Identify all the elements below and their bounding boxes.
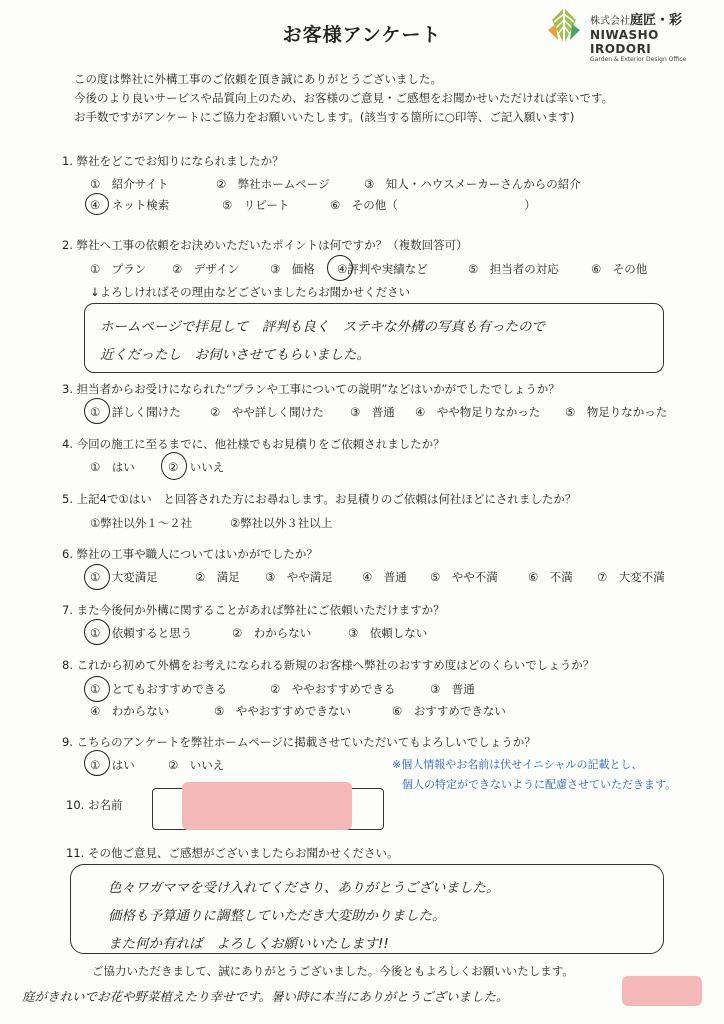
q1-option[interactable]: ② 弊社ホームページ bbox=[216, 177, 330, 191]
q4-option[interactable]: ② いいえ bbox=[168, 460, 225, 474]
q11-handwritten-answer: また何か有れば よろしくお願いいたします!! bbox=[108, 936, 389, 952]
company-prefix: 株式会社 bbox=[590, 16, 630, 27]
q2-option[interactable]: ⑤ 担当者の対応 bbox=[468, 262, 559, 276]
q2-option[interactable]: ③ 価格 bbox=[270, 262, 315, 276]
q11-handwritten-answer: 価格も予算通りに調整していただき大変助かりました。 bbox=[108, 908, 446, 924]
q2-handwritten-answer: 近くだったし お伺いさせてもらいました。 bbox=[100, 347, 370, 363]
q2-reason-prompt: ↓よろしければその理由などございましたらお聞かせください bbox=[90, 285, 411, 299]
q8-option[interactable]: ④ わからない bbox=[90, 704, 170, 718]
q2-option[interactable]: ② デザイン bbox=[172, 262, 240, 276]
q4-option[interactable]: ① はい bbox=[90, 460, 135, 474]
company-romaji: NIWASHO IRODORI bbox=[590, 28, 659, 56]
q6-option[interactable]: ③ やや満足 bbox=[265, 570, 333, 584]
question-2: 2. 弊社へ工事の依頼をお決めいただいたポイントは何ですか？（複数回答可） bbox=[62, 238, 468, 252]
company-name: 庭匠・彩 bbox=[630, 13, 683, 28]
footer-handwritten-note: 庭がきれいでお花や野菜植えたり幸せです。暑い時に本当にありがとうございました。 bbox=[22, 989, 509, 1004]
intro-line: お手数ですがアンケートにご協力をお願いいたします。(該当する箇所に○印等、ご記入願います) bbox=[74, 110, 575, 124]
q2-option[interactable]: ① プラン bbox=[90, 262, 147, 276]
leaf-logo-icon bbox=[544, 6, 584, 46]
q8-option[interactable]: ② ややおすすめできる bbox=[270, 682, 396, 696]
q3-option[interactable]: ⑤ 物足りなかった bbox=[565, 405, 668, 419]
q8-option[interactable]: ① とてもおすすめできる bbox=[90, 682, 227, 696]
closing-message: ご協力いただきまして、誠にありがとうございました。今後ともよろしくお願いいたします。 bbox=[92, 964, 574, 978]
question-11: 11. その他ご意見、ご感想がございましたらお聞かせください。 bbox=[66, 846, 399, 860]
q2-handwritten-answer: ホームページで拝見して 評判も良く ステキな外構の写真も有ったので bbox=[100, 319, 545, 335]
q8-selected-mark bbox=[84, 676, 110, 702]
q8-option[interactable]: ③ 普通 bbox=[430, 682, 475, 696]
name-redaction bbox=[182, 782, 352, 830]
q6-selected-mark bbox=[84, 564, 110, 590]
question-9: 9. こちらのアンケートを弊社ホームページに掲載させていただいてもよろしいでしょうか？ bbox=[62, 735, 536, 749]
q11-handwritten-answer: 色々ワガママを受け入れてくださり、ありがとうございました。 bbox=[108, 880, 500, 896]
q9-selected-mark bbox=[84, 750, 110, 776]
q6-option[interactable]: ⑤ やや不満 bbox=[430, 570, 498, 584]
question-5: 5. 上記4で①はい と回答された方にお尋ねします。お見積りのご依頼は何社ほどにされましたか？ bbox=[62, 492, 577, 506]
q6-option[interactable]: ④ 普通 bbox=[362, 570, 407, 584]
q1-option[interactable]: ⑥ その他（ ） bbox=[330, 198, 536, 212]
q3-option[interactable]: ① 詳しく聞けた bbox=[90, 405, 181, 419]
q1-option[interactable]: ③ 知人・ハウスメーカーさんからの紹介 bbox=[364, 177, 581, 191]
q9-option[interactable]: ② いいえ bbox=[168, 758, 225, 772]
q7-option[interactable]: ② わからない bbox=[232, 626, 312, 640]
q1-option[interactable]: ⑤ リピート bbox=[222, 198, 290, 212]
q9-option[interactable]: ① はい bbox=[90, 758, 135, 772]
question-8: 8. これから初めて外構をお考えになられる新規のお客様へ弊社のおすすめ度はどのくらいでしょうか？ bbox=[62, 658, 595, 672]
q3-option[interactable]: ③ 普通 bbox=[350, 405, 395, 419]
q6-option[interactable]: ⑦ 大変不満 bbox=[597, 570, 665, 584]
q3-option[interactable]: ④ やや物足りなかった bbox=[415, 405, 541, 419]
q3-selected-mark bbox=[84, 398, 110, 424]
q7-option[interactable]: ① 依頼すると思う bbox=[90, 626, 193, 640]
question-6: 6. 弊社の工事や職人についてはいかがでしたか？ bbox=[62, 547, 318, 561]
intro-line: この度は弊社に外構工事のご依頼を頂き誠にありがとうございました。 bbox=[74, 72, 442, 86]
intro-text bbox=[74, 70, 613, 127]
q7-selected-mark bbox=[84, 619, 110, 645]
privacy-note: 個人の特定ができないように配慮させていただきます。 bbox=[402, 778, 677, 791]
company-tagline: Garden & Exterior Design Office bbox=[590, 56, 687, 63]
question-7: 7. また今後何か外構に関することがあれば弊社にご依頼いただけますか？ bbox=[62, 603, 445, 617]
question-3: 3. 担当者からお受けになられた“プランや工事についての説明”などはいかがでしたでしょうか？ bbox=[62, 382, 560, 396]
intro-line: 今後のより良いサービスや品質向上のため、お客様のご意見・ご感想をお聞かせいただければ幸いです。 bbox=[74, 91, 614, 105]
company-block bbox=[590, 9, 720, 63]
question-4: 4. 今回の施工に至るまでに、他社様でもお見積りをご依頼されましたか？ bbox=[62, 437, 445, 451]
q5-option[interactable]: ②弊社以外３社以上 bbox=[230, 516, 333, 530]
question-1: 1. 弊社をどこでお知りになられましたか？ bbox=[62, 154, 284, 168]
q7-option[interactable]: ③ 依頼しない bbox=[348, 626, 428, 640]
q6-option[interactable]: ⑥ 不満 bbox=[528, 570, 573, 584]
q1-option[interactable]: ④ ネット検索 bbox=[90, 198, 170, 212]
q8-option[interactable]: ⑤ ややおすすめできない bbox=[214, 704, 351, 718]
privacy-note: ※個人情報やお名前は伏せイニシャルの記載とし、 bbox=[392, 758, 643, 771]
signature-redaction bbox=[622, 976, 702, 1006]
q5-option[interactable]: ①弊社以外１～２社 bbox=[90, 516, 193, 530]
q6-option[interactable]: ① 大変満足 bbox=[90, 570, 158, 584]
q6-option[interactable]: ② 満足 bbox=[195, 570, 240, 584]
q2-selected-mark bbox=[327, 255, 353, 281]
q8-option[interactable]: ⑥ おすすめできない bbox=[392, 704, 506, 718]
question-10: 10. お名前 bbox=[66, 798, 123, 812]
q2-option[interactable]: ④評判や実績など bbox=[337, 262, 428, 276]
page-title: お客様アンケート bbox=[282, 24, 442, 46]
q3-option[interactable]: ② やや詳しく聞けた bbox=[210, 405, 324, 419]
q4-selected-mark bbox=[161, 452, 187, 480]
q1-option[interactable]: ① 紹介サイト bbox=[90, 177, 169, 191]
q2-option[interactable]: ⑥ その他 bbox=[591, 262, 648, 276]
q1-selected-mark bbox=[85, 193, 109, 215]
